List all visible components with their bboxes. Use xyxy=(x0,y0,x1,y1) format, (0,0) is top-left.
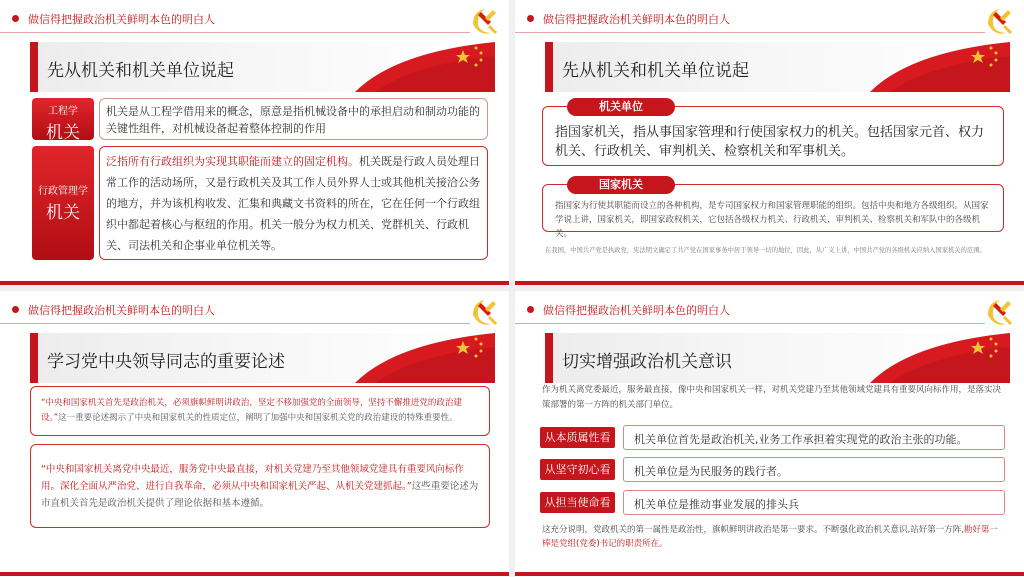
header-slogan: 做信得把握政治机关鲜明本色的明白人 xyxy=(543,304,730,317)
red-flag-icon xyxy=(870,333,1010,383)
quote-box-1 xyxy=(30,386,490,436)
row-text: 机关单位首先是政治机关,业务工作承担着实现党的政治主张的功能。 xyxy=(634,433,968,446)
definition-text: 指国家机关，指从事国家管理和行使国家权力的机关。包括国家元首、权力机关、行政机关、审判机关、检察机关和军事机关。 xyxy=(555,125,985,159)
slide-title: 学习党中央领导同志的重要论述 xyxy=(47,352,285,372)
title-accent xyxy=(30,333,38,383)
label-engineering xyxy=(32,98,94,143)
header-divider xyxy=(0,32,470,33)
label-small: 工程学 xyxy=(48,106,78,117)
definition-text: 指国家为行使其职能而设立的各种机构，是专司国家权力和国家管理职能的组织。包括中央和地方各级组织。从国家学说上讲，国家机关，即国家政权机关，它包括各级权力机关、行政机关、审判机关、检察机关和军队中的各级机关。 xyxy=(555,201,989,239)
slide-header xyxy=(0,0,509,34)
definition-highlight: 泛指所有行政组织为实现其职能而建立的固定机构。 xyxy=(106,155,359,168)
conclusion-body: 这充分说明，党政机关的第一属性是政治性，旗帜鲜明讲政治是第一要求。不断强化政治机关意识,站好第一方阵, xyxy=(542,525,964,535)
bullet-dot-icon xyxy=(12,15,19,22)
quote-text xyxy=(41,461,481,512)
quote-body: 这些重要论述为市直机关首先是政治机关提供了理论依据和基本遵循。 xyxy=(41,481,479,509)
quote-highlight: “中央和国家机关离党中央最近，服务党中央最直接，对机关党建乃至其他领域党建具有重要风向标作用。深化全面从严治党、进行自我革命，必须从中央和国家机关严起、从机关党建抓起。” xyxy=(41,464,464,492)
party-emblem-icon xyxy=(984,6,1014,36)
intro-text: 作为机关离党委最近，服务最直接，像中央和国家机关一样，对机关党建乃至其他领域党建具有重要风向标作用，是落实决策部署的第一方阵的机关部门单位。 xyxy=(542,385,1002,410)
title-bar xyxy=(545,333,1010,383)
red-flag-icon xyxy=(870,42,1010,92)
title-accent xyxy=(30,42,38,92)
label-small: 行政管理学 xyxy=(38,186,88,197)
slide-header xyxy=(515,0,1024,34)
party-emblem-icon xyxy=(984,297,1014,327)
quote-text xyxy=(41,396,481,426)
slide-3[interactable] xyxy=(0,291,509,576)
row-label-2: 从坚守初心看 xyxy=(540,459,615,480)
slide-title: 切实增强政治机关意识 xyxy=(562,352,732,372)
party-emblem-icon xyxy=(469,297,499,327)
footer-bar xyxy=(0,572,509,576)
quote-body: 这一重要论述揭示了中央和国家机关的性质定位，阐明了加强中央和国家机关党的政治建设的特殊重要性。 xyxy=(58,413,458,423)
slide-header xyxy=(0,291,509,325)
row-label-3: 从担当使命看 xyxy=(540,492,615,513)
header-divider xyxy=(515,32,985,33)
pill-label: 国家机关 xyxy=(567,176,675,194)
title-bar xyxy=(545,42,1010,92)
quote-box-2 xyxy=(30,444,490,528)
slide-2[interactable] xyxy=(515,0,1024,285)
label-large: 机关 xyxy=(46,203,80,223)
title-accent xyxy=(545,333,553,383)
row-text: 机关单位是推动事业发展的排头兵 xyxy=(634,498,799,511)
red-flag-icon xyxy=(355,333,495,383)
title-accent xyxy=(545,42,553,92)
red-flag-icon xyxy=(355,42,495,92)
header-divider xyxy=(515,323,985,324)
header-slogan: 做信得把握政治机关鲜明本色的明白人 xyxy=(28,13,215,26)
title-bar xyxy=(30,42,495,92)
row-label-1: 从本质属性看 xyxy=(540,427,615,448)
pill-label: 机关单位 xyxy=(567,98,675,116)
slide-1[interactable] xyxy=(0,0,509,285)
footer-bar xyxy=(0,281,509,285)
row-box-1 xyxy=(623,425,1005,450)
label-admin xyxy=(32,146,94,260)
party-emblem-icon xyxy=(469,6,499,36)
quote-highlight: “中央和国家机关首先是政治机关，必须旗帜鲜明讲政治，坚定不移加强党的全面领导，坚持不懈推进党的政治建设。” xyxy=(41,398,462,423)
bullet-dot-icon xyxy=(527,15,534,22)
footnote: 在我国，中国共产党是执政党，宪法明文确定了共产党在国家事务中居于领导一切的地位，因此，从广义上讲，中国共产党的各级机关应纳入国家机关的范围。 xyxy=(545,247,986,254)
definition-body: 机关既是行政人员处理日常工作的活动场所，又是行政机关及其工作人员外界人士或其他机关接洽公务的地方，并为该机构收发、汇集和典藏文书资料的所在，它在任何一个行政组织中都起着核心与枢纽的作用。机关一般分为权力机关、党群机关、行政机关、司法机关和企事业单位机关等。 xyxy=(106,155,480,252)
definition-box-engineering xyxy=(99,98,488,140)
slide-title: 先从机关和机关单位说起 xyxy=(47,61,234,81)
header-slogan: 做信得把握政治机关鲜明本色的明白人 xyxy=(543,13,730,26)
definition-box-admin xyxy=(99,146,488,260)
header-divider xyxy=(0,323,470,324)
definition-text xyxy=(106,151,481,256)
slide-4[interactable] xyxy=(515,291,1024,576)
row-box-3 xyxy=(623,490,1005,515)
slide-title: 先从机关和机关单位说起 xyxy=(562,61,749,81)
conclusion-highlight: 勘好第一棒是党组(党委)书记的职责所在。 xyxy=(542,525,998,549)
slide-header xyxy=(515,291,1024,325)
definition-text: 机关是从工程学借用来的概念，原意是指机械设备中的承担启动和制动功能的关键性组件，对机械设备起着整体控制的作用 xyxy=(106,105,480,135)
label-large: 机关 xyxy=(46,123,80,143)
bullet-dot-icon xyxy=(12,306,19,313)
footer-bar xyxy=(515,572,1024,576)
header-slogan: 做信得把握政治机关鲜明本色的明白人 xyxy=(28,304,215,317)
title-bar xyxy=(30,333,495,383)
conclusion-text xyxy=(542,523,1004,551)
footer-bar xyxy=(515,281,1024,285)
row-text: 机关单位是为民服务的践行者。 xyxy=(634,465,788,478)
row-box-2 xyxy=(623,457,1005,482)
bullet-dot-icon xyxy=(527,306,534,313)
